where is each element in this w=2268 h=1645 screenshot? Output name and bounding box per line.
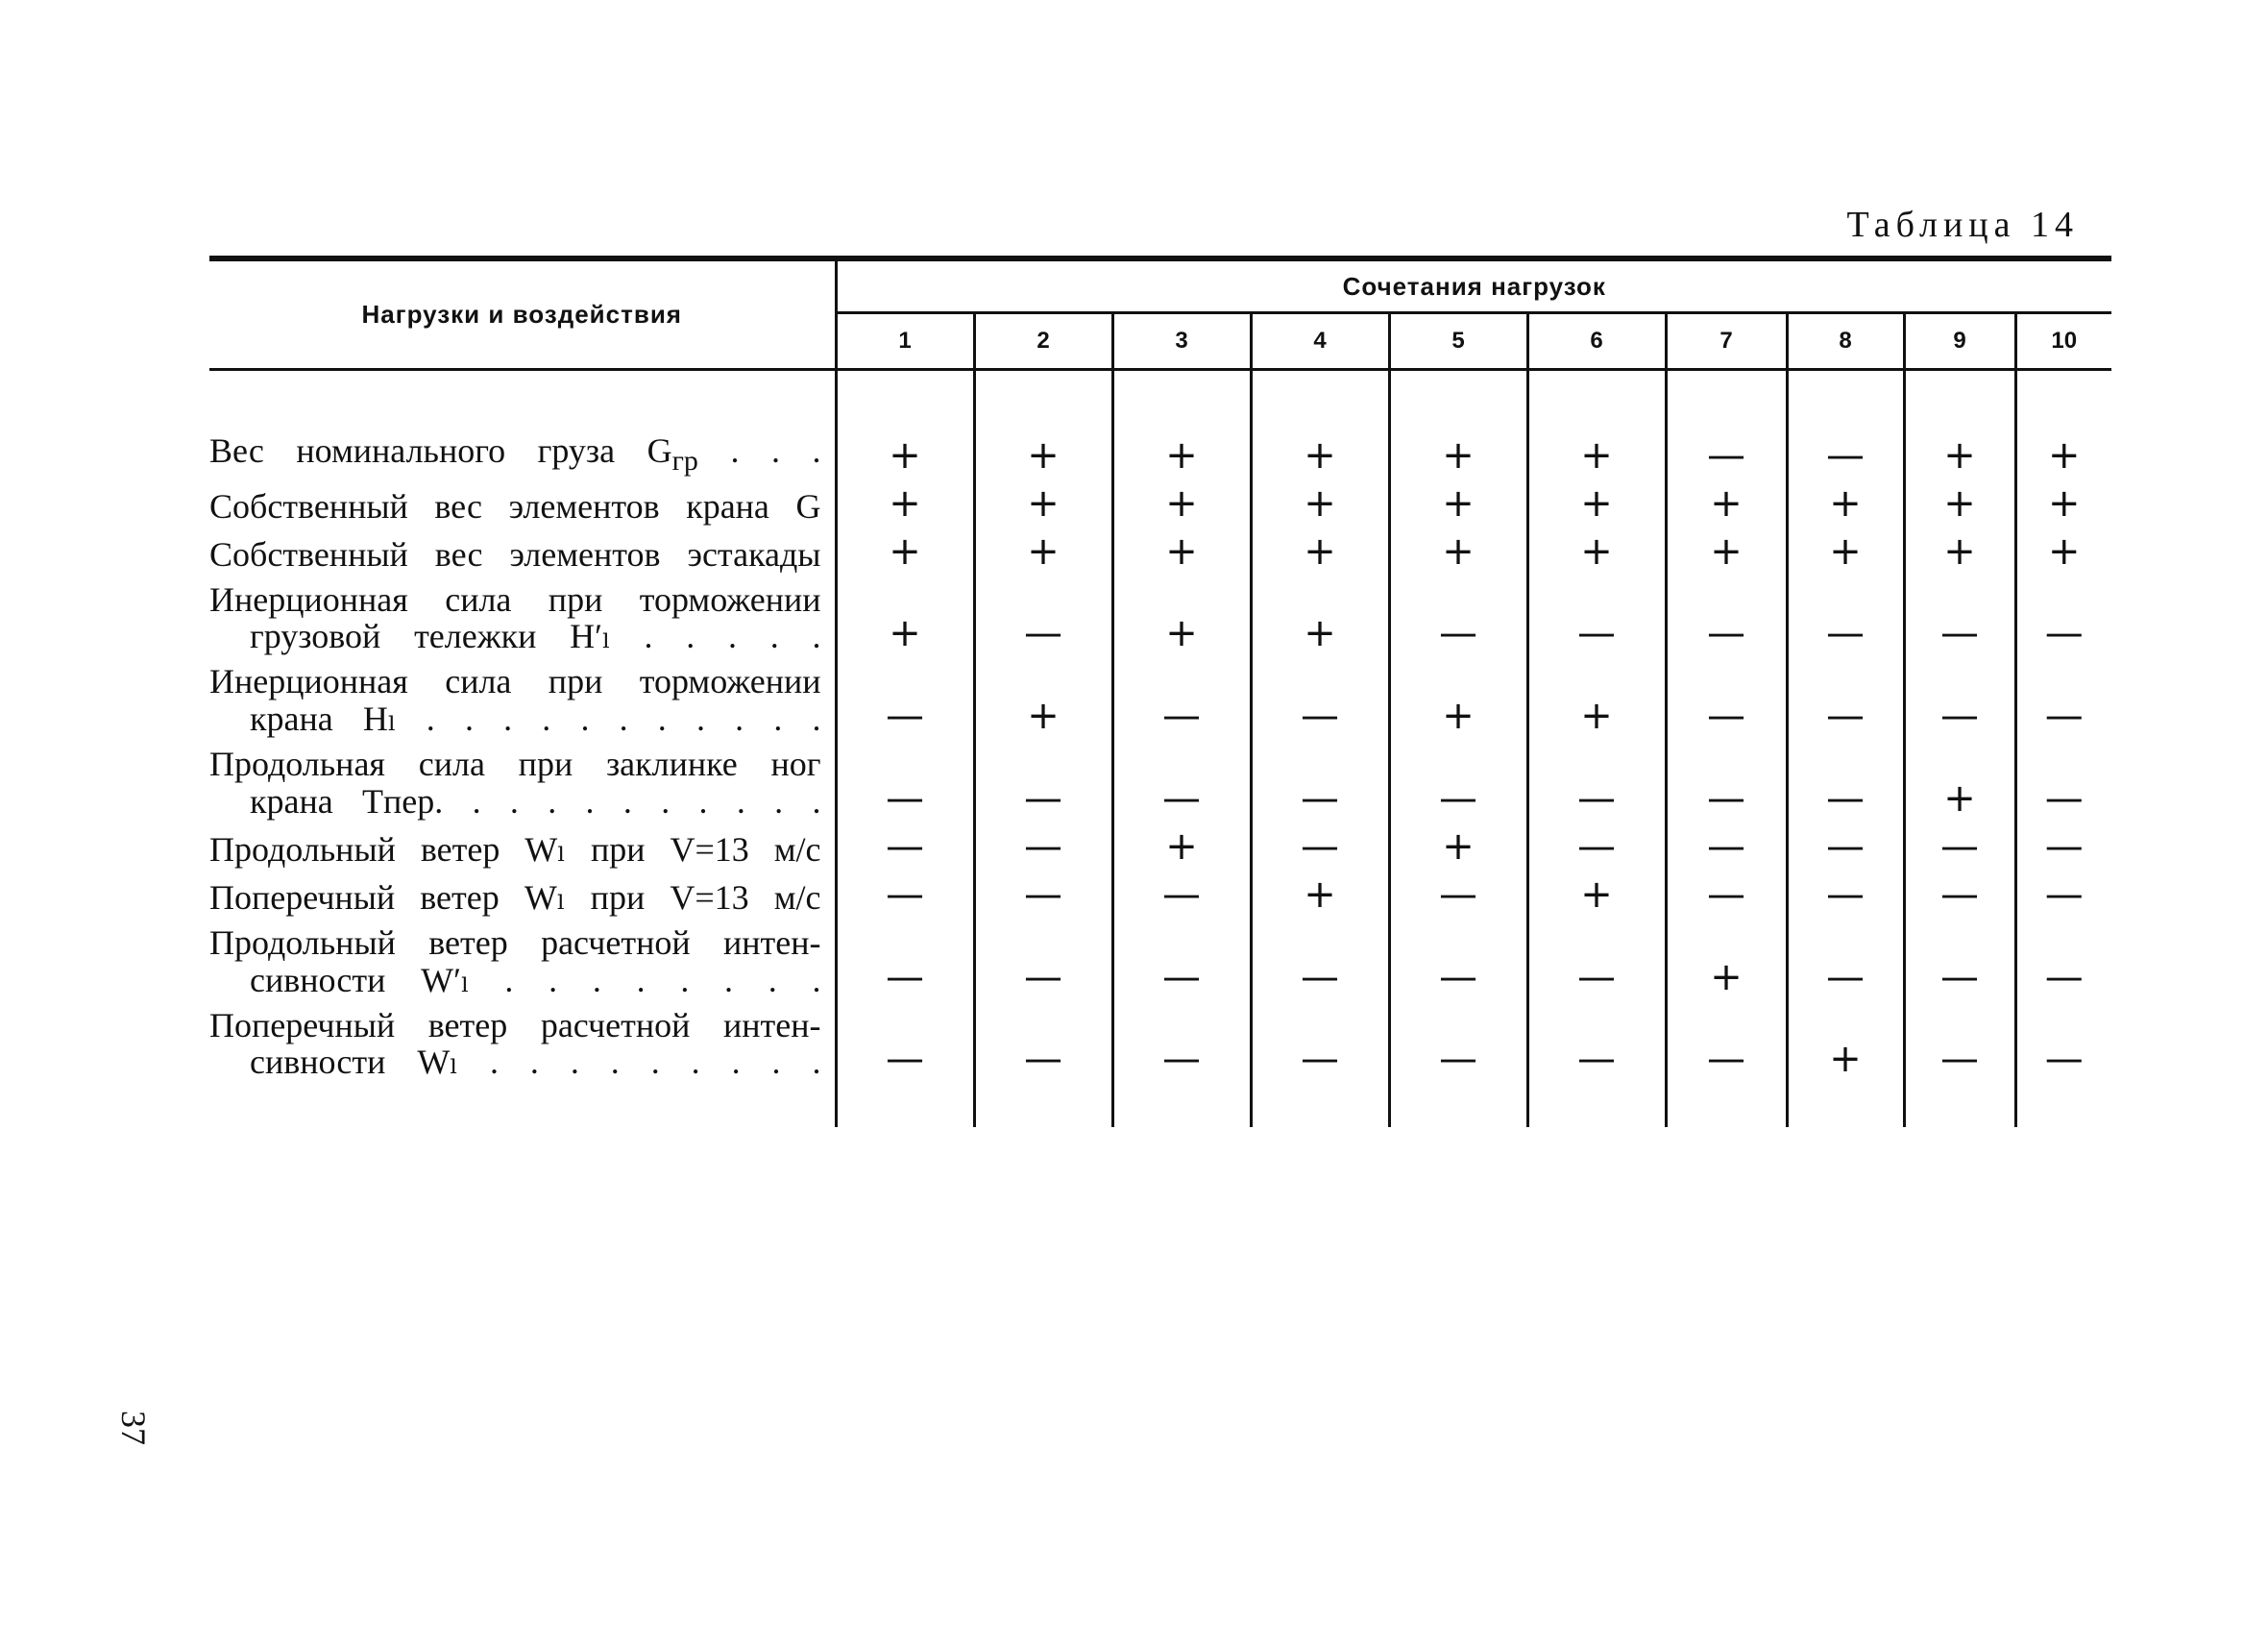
combination-mark: — bbox=[1112, 872, 1251, 921]
header-column-number: 8 bbox=[1787, 313, 1904, 370]
load-label-text: Собственный вес элементов крана G bbox=[209, 486, 821, 526]
load-label-continuation: грузовой тележки H′ₗ . . . . . bbox=[250, 617, 821, 656]
combination-mark: — bbox=[2044, 954, 2084, 999]
table-row bbox=[209, 1003, 2111, 1086]
combination-mark: — bbox=[1389, 577, 1527, 660]
combination-mark: + bbox=[974, 429, 1112, 481]
combination-mark: — bbox=[836, 1003, 974, 1086]
load-label-line bbox=[209, 488, 821, 526]
combination-mark: — bbox=[1666, 1003, 1787, 1086]
combination-mark: + bbox=[1787, 529, 1904, 577]
load-label bbox=[209, 429, 836, 481]
header-column-number: 4 bbox=[1251, 313, 1389, 370]
table-row bbox=[209, 824, 2111, 872]
combination-mark: — bbox=[1389, 872, 1527, 921]
load-label bbox=[209, 481, 836, 529]
combination-mark: — bbox=[1904, 921, 2015, 1003]
combination-mark: — bbox=[1112, 659, 1251, 742]
combination-mark: — bbox=[1527, 577, 1666, 660]
combination-mark: + bbox=[974, 481, 1112, 529]
combination-mark: — bbox=[1787, 921, 1904, 1003]
spacer-cell bbox=[974, 1085, 1112, 1127]
combination-mark: + bbox=[1251, 577, 1389, 660]
table-row bbox=[209, 742, 2111, 824]
spacer-cell bbox=[1527, 1085, 1666, 1127]
combination-mark: — bbox=[1527, 742, 1666, 824]
load-label-text: Собственный вес элементов эстакады bbox=[209, 534, 821, 574]
combination-mark: — bbox=[836, 824, 974, 872]
load-label-continuation: сивности W′ₗ . . . . . . . . bbox=[250, 960, 821, 999]
combination-mark: — bbox=[1666, 872, 1787, 921]
load-label-line bbox=[209, 581, 821, 619]
combination-mark: + bbox=[1527, 529, 1666, 577]
combination-mark: + bbox=[974, 529, 1112, 577]
spacer-cell bbox=[1666, 1085, 1787, 1127]
combination-mark: — bbox=[1666, 577, 1787, 660]
combination-mark: + bbox=[1389, 659, 1527, 742]
combination-mark: — bbox=[1527, 1003, 1666, 1086]
combination-mark: — bbox=[2044, 611, 2084, 656]
combination-mark: + bbox=[836, 529, 974, 577]
header-column-number: 1 bbox=[836, 313, 974, 370]
combination-mark: + bbox=[1389, 481, 1527, 529]
load-label-leader: . . . bbox=[697, 431, 821, 470]
combination-mark: + bbox=[974, 659, 1112, 742]
combination-mark: + bbox=[1527, 429, 1666, 481]
combination-mark: — bbox=[1112, 742, 1251, 824]
combination-mark: — bbox=[1112, 1003, 1251, 1086]
page-number: 37 bbox=[114, 1411, 153, 1445]
header-column-number: 2 bbox=[974, 313, 1112, 370]
load-label-text: Вес номинального груза G bbox=[209, 431, 672, 470]
load-label-line bbox=[209, 746, 821, 783]
load-label bbox=[209, 577, 836, 660]
combination-mark: — bbox=[1904, 872, 2015, 921]
load-label bbox=[209, 529, 836, 577]
combination-mark: — bbox=[974, 742, 1112, 824]
load-label bbox=[209, 742, 836, 824]
combination-mark: + bbox=[1112, 429, 1251, 481]
combination-mark: + bbox=[1904, 429, 2015, 481]
table-row bbox=[209, 481, 2111, 529]
combination-mark: + bbox=[1527, 481, 1666, 529]
combination-mark: — bbox=[1666, 429, 1787, 481]
combination-mark: — bbox=[1787, 429, 1904, 481]
combination-mark: — bbox=[1527, 921, 1666, 1003]
spacer-cell bbox=[1389, 370, 1527, 430]
combination-mark: + bbox=[1112, 481, 1251, 529]
spacer-row bbox=[209, 370, 2111, 430]
load-label bbox=[209, 824, 836, 872]
table-caption: Таблица 14 bbox=[1846, 205, 2079, 245]
load-label-text: Продольный ветер расчетной интен- bbox=[209, 922, 821, 962]
spacer-cell bbox=[1787, 1085, 1904, 1127]
combination-mark: — bbox=[1904, 577, 2015, 660]
combination-mark: — bbox=[1112, 921, 1251, 1003]
combination-mark: + bbox=[1251, 481, 1389, 529]
spacer-cell bbox=[209, 1085, 836, 1127]
spacer-cell bbox=[1904, 1085, 2015, 1127]
combination-mark: — bbox=[1666, 742, 1787, 824]
combination-mark: — bbox=[1527, 824, 1666, 872]
combination-mark: — bbox=[974, 921, 1112, 1003]
combination-mark: + bbox=[1666, 529, 1787, 577]
combination-mark: + bbox=[1389, 824, 1527, 872]
load-label-text: Поперечный ветер расчетной интен- bbox=[209, 1005, 821, 1044]
load-label-subscript: гр bbox=[671, 445, 698, 478]
combination-mark: + bbox=[1527, 872, 1666, 921]
header-column-number: 3 bbox=[1112, 313, 1251, 370]
combination-mark: — bbox=[974, 1003, 1112, 1086]
combination-mark: — bbox=[1787, 872, 1904, 921]
spacer-cell bbox=[1904, 370, 2015, 430]
combination-mark: + bbox=[1904, 529, 2015, 577]
load-label-line bbox=[209, 536, 821, 574]
header-column-number: 7 bbox=[1666, 313, 1787, 370]
combination-mark: + bbox=[2047, 432, 2081, 478]
combination-mark: — bbox=[1787, 577, 1904, 660]
combination-mark: — bbox=[2044, 775, 2084, 821]
header-column-number: 6 bbox=[1527, 313, 1666, 370]
load-label-text: Инерционная сила при торможении bbox=[209, 662, 821, 701]
table-row bbox=[209, 429, 2111, 481]
spacer-cell bbox=[1112, 370, 1251, 430]
combination-mark: — bbox=[1251, 742, 1389, 824]
spacer-cell bbox=[2015, 370, 2111, 430]
spacer-cell bbox=[974, 370, 1112, 430]
combination-mark: — bbox=[1904, 659, 2015, 742]
load-label-continuation: крана Tпер. . . . . . . . . . . bbox=[250, 781, 821, 821]
combination-mark: + bbox=[1527, 659, 1666, 742]
combination-mark: — bbox=[2044, 823, 2084, 869]
table-row bbox=[209, 577, 2111, 660]
spacer-cell bbox=[1251, 370, 1389, 430]
load-label-text: Поперечный ветер Wₗ при V=13 м/с bbox=[209, 877, 821, 917]
spacer-row bbox=[209, 1085, 2111, 1127]
load-label-line bbox=[209, 879, 821, 917]
combination-mark: — bbox=[836, 921, 974, 1003]
combination-mark: — bbox=[836, 872, 974, 921]
table-body bbox=[209, 370, 2111, 1128]
spacer-cell bbox=[2015, 1085, 2111, 1127]
combination-mark: — bbox=[1666, 824, 1787, 872]
combination-mark: — bbox=[836, 742, 974, 824]
combination-mark: + bbox=[1787, 1003, 1904, 1086]
combination-mark: + bbox=[1112, 824, 1251, 872]
combination-mark: — bbox=[2044, 694, 2084, 739]
load-label-line bbox=[209, 663, 821, 700]
load-label bbox=[209, 1003, 836, 1086]
combination-mark: — bbox=[836, 659, 974, 742]
header-combinations: Сочетания нагрузок bbox=[836, 261, 2111, 313]
combination-mark: — bbox=[1389, 921, 1527, 1003]
combination-mark: + bbox=[1666, 921, 1787, 1003]
spacer-cell bbox=[1389, 1085, 1527, 1127]
combination-mark: + bbox=[1389, 429, 1527, 481]
combination-mark: + bbox=[1251, 872, 1389, 921]
combination-mark: — bbox=[1251, 824, 1389, 872]
header-column-number: 5 bbox=[1389, 313, 1527, 370]
combination-mark: + bbox=[1112, 529, 1251, 577]
combination-mark: — bbox=[974, 577, 1112, 660]
combination-mark: — bbox=[2044, 1037, 2084, 1082]
load-label-line bbox=[209, 432, 821, 478]
load-label bbox=[209, 921, 836, 1003]
combination-mark: — bbox=[1251, 1003, 1389, 1086]
spacer-cell bbox=[1666, 370, 1787, 430]
combination-mark: — bbox=[1904, 824, 2015, 872]
combination-mark: — bbox=[1787, 659, 1904, 742]
load-label-text: Продольная сила при заклинке ног bbox=[209, 745, 821, 784]
combination-mark: + bbox=[1251, 429, 1389, 481]
header-column-number: 9 bbox=[1904, 313, 2015, 370]
load-label-continuation: крана Hₗ . . . . . . . . . . . bbox=[250, 700, 821, 739]
combination-mark: + bbox=[1666, 481, 1787, 529]
combination-mark: — bbox=[1251, 921, 1389, 1003]
load-label bbox=[209, 659, 836, 742]
combination-mark: — bbox=[1787, 742, 1904, 824]
load-label-text: Продольный ветер Wₗ при V=13 м/с bbox=[209, 829, 821, 869]
load-label-line bbox=[209, 924, 821, 962]
combination-mark: + bbox=[2047, 480, 2081, 526]
combination-mark: + bbox=[836, 481, 974, 529]
table-row bbox=[209, 659, 2111, 742]
combination-mark: — bbox=[1389, 742, 1527, 824]
spacer-cell bbox=[1787, 370, 1904, 430]
combination-mark: — bbox=[1787, 824, 1904, 872]
combination-mark: + bbox=[1112, 577, 1251, 660]
spacer-cell bbox=[209, 370, 836, 430]
load-label-text: Инерционная сила при торможении bbox=[209, 579, 821, 619]
combination-mark: + bbox=[1904, 481, 2015, 529]
combination-mark: — bbox=[974, 824, 1112, 872]
table-row bbox=[209, 872, 2111, 921]
combination-mark: — bbox=[1251, 659, 1389, 742]
spacer-cell bbox=[1112, 1085, 1251, 1127]
spacer-cell bbox=[836, 1085, 974, 1127]
combination-mark: — bbox=[1904, 1003, 2015, 1086]
table-row bbox=[209, 529, 2111, 577]
combination-mark: + bbox=[1787, 481, 1904, 529]
load-label-line bbox=[209, 1007, 821, 1044]
combination-mark: — bbox=[974, 872, 1112, 921]
combination-mark: + bbox=[836, 577, 974, 660]
combination-mark: + bbox=[1389, 529, 1527, 577]
combination-mark: + bbox=[1251, 529, 1389, 577]
combination-mark: + bbox=[1904, 742, 2015, 824]
combination-mark: — bbox=[1389, 1003, 1527, 1086]
combination-mark: + bbox=[836, 429, 974, 481]
load-label-continuation: сивности Wₗ . . . . . . . . . bbox=[250, 1043, 821, 1082]
combination-mark: + bbox=[2047, 528, 2081, 574]
combination-mark: — bbox=[1666, 659, 1787, 742]
combination-mark: — bbox=[2044, 872, 2084, 917]
loads-combinations-table bbox=[209, 256, 2111, 1127]
table-row bbox=[209, 921, 2111, 1003]
load-label bbox=[209, 872, 836, 921]
load-label-line bbox=[209, 831, 821, 869]
spacer-cell bbox=[1527, 370, 1666, 430]
spacer-cell bbox=[1251, 1085, 1389, 1127]
header-loads: Нагрузки и воздействия bbox=[209, 261, 836, 370]
spacer-cell bbox=[836, 370, 974, 430]
header-column-number: 10 bbox=[2015, 313, 2111, 370]
